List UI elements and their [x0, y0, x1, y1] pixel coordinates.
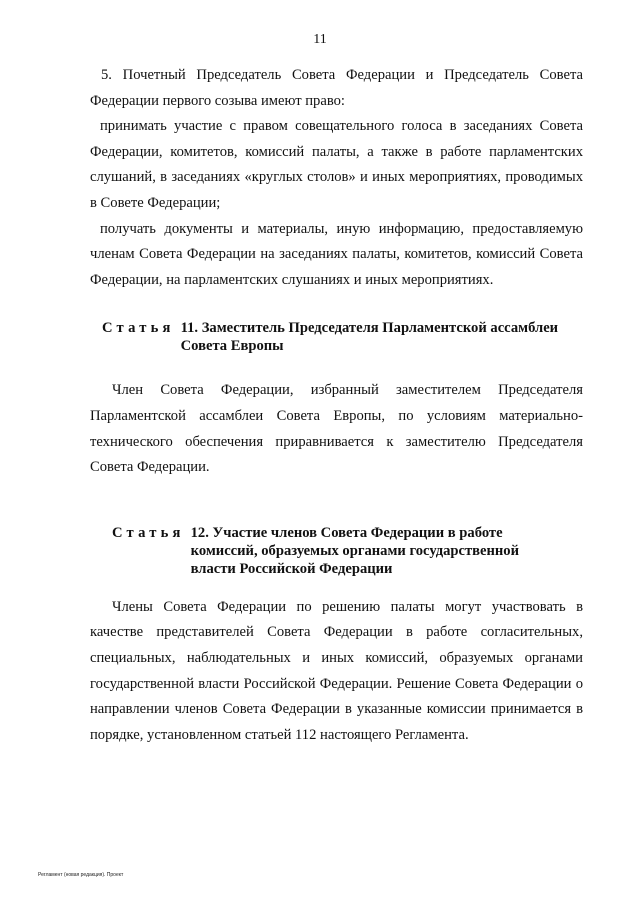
paragraph-item-5: 5. Почетный Председатель Совета Федерации и Председатель Совета Федерации первого созыва имеют право:	[90, 67, 583, 109]
page-number: 11	[313, 32, 327, 47]
paragraph-participation: принимать участие с правом совещательного голоса в заседаниях Совета Федерации, комитетов, комиссий палаты, а также в работе парламентских слушаний, в заседаниях «круглых столов» и иных мероприятиях, проводимых в Совете Федерации;	[90, 118, 583, 211]
article-11-body: Член Совета Федерации, избранный заместителем Председателя Парламентской ассамблеи Совета Европы, по условиям материально-технического обеспечения приравнивается к заместителю Председателя Совета Федерации.	[90, 382, 583, 476]
article-11-heading	[102, 319, 583, 355]
paragraph-documents: получать документы и материалы, иную информацию, предоставляемую членам Совета Федерации на заседаниях палаты, комитетов, комиссий Совета Федерации, на парламентских слушаниях и иных мероприятиях.	[90, 220, 583, 288]
article-12-heading	[112, 524, 583, 578]
article-12-label: Статья	[112, 524, 185, 541]
footer-note: Регламент (новая редакция). Проект	[38, 872, 124, 878]
article-11-label: Статья	[102, 320, 175, 337]
article-11-title: 11. Заместитель Председателя Парламентской ассамблеи Совета Европы	[180, 320, 559, 355]
article-12-title: 12. Участие членов Совета Федерации в работе комиссий, образуемых органами государственной власти Российской Федерации	[190, 524, 520, 577]
article-12-body: Члены Совета Федерации по решению палаты могут участвовать в качестве представителей Совета Федерации в работе согласительных, специальных, наблюдательных и иных комиссий, образуемых органами государственной власти Российской Федерации. Решение Совета Федерации о направлении членов Совета Федерации в указанные комиссии принимается в порядке, установленном статьей 112 настоящего Регламента.	[90, 598, 583, 743]
document-body	[90, 63, 583, 748]
